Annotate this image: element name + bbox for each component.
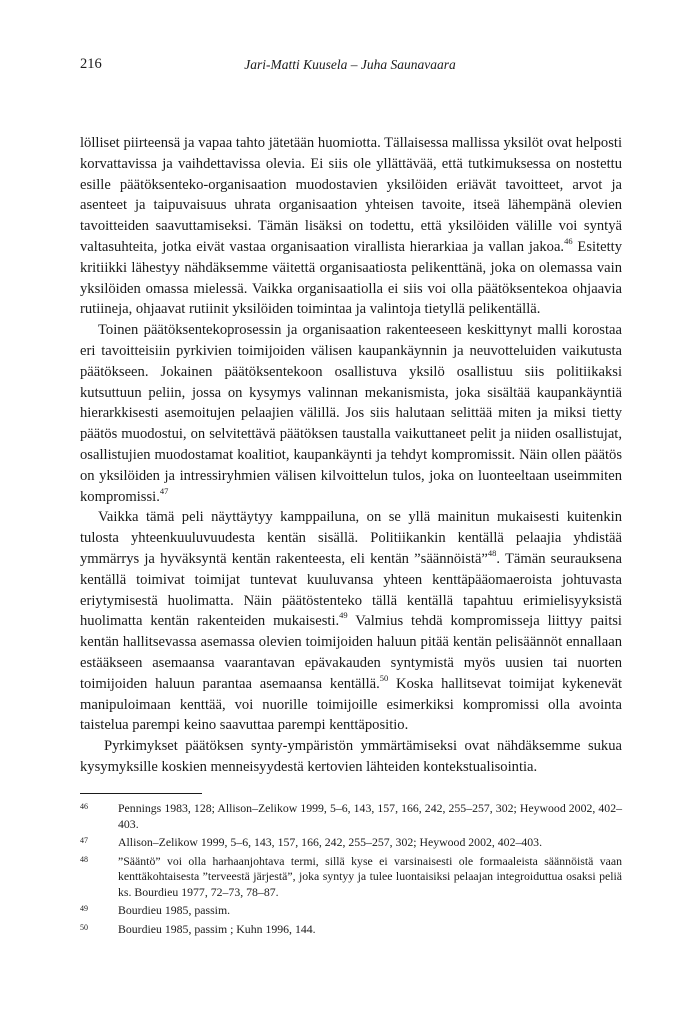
paragraph-1 <box>80 133 622 320</box>
footnotes <box>80 801 622 940</box>
paragraph-text: . Tämän seurauksena kentällä toimivat toimijat tuntevat kuuluvansa yhteen kenttäpääomaeroista johtuvasta eriytymisestä huolimatta. Näin päätöstenteko tällä kentällä tapahtuu erimielisyyksistä huolimatta kentän rakenteiden mukaisesti. <box>80 550 623 630</box>
footnote-text: Bourdieu 1985, passim. <box>118 903 231 917</box>
footnote-ref-48[interactable]: 48 <box>487 548 497 559</box>
paragraph-text: Esitetty kritiikki lähestyy nähdäksemme väitettä organisaatiosta pelikenttänä, joka on olemassa vain yksilöiden omassa mielessä. Vaikka organisaatiolla ei siis voi olla päätöksentekoa ohjaavia rutiineja, ohjaavat rutiinit yksilöiden toimintaa ja valintoja tietyllä pelikentällä. <box>80 238 623 318</box>
running-head <box>80 56 620 76</box>
paragraph-3 <box>80 507 622 736</box>
footnote-ref-50[interactable]: 50 <box>379 672 389 683</box>
footnote-text: Pennings 1983, 128; Allison–Zelikow 1999, 5–6, 143, 157, 166, 242, 255–257, 302; Heywood 2002, 402–403. <box>118 801 622 831</box>
footnote-49 <box>80 903 622 919</box>
footnote-divider <box>80 793 202 794</box>
paragraph-2 <box>80 320 622 507</box>
page-number: 216 <box>80 56 102 72</box>
paragraph-text: lölliset piirteensä ja vapaa tahto jätetään huomiotta. Tällaisessa mallissa yksilöt ovat helposti korvattavissa ja vaihdettavissa olevia. Ei siis ole yllättävää, että tutkimuksessa on nostettu esille päätöksenteko-organisaation muodostavien yksilöiden eriävät tavoitteet, arvot ja asenteet ja taipuvaisuus uhrata organisaation yhteisen tavoite, itseä lähempänä olevien tavoitteiden saavuttamiseksi. Tämän lisäksi on todettu, että yksilöiden välille voi syntyä valtasuhteita, jotka eivät vastaa organisaation virallista hierarkiaa ja vallan jakoa. <box>80 135 622 255</box>
paragraph-text: Vaikka tämä peli näyttäytyy kamppailuna, on se yllä mainitun mukaisesti kuitenkin tulosta yhteenkuuluvuudesta kentän sisällä. Politiikankin kentällä pelaajia yhdistää ymmärrys ja hyväksyntä kentän rakenteesta, eli kentän ”säännöistä” <box>80 509 622 567</box>
footnote-ref-49[interactable]: 49 <box>339 610 348 621</box>
paragraph-text: Toinen päätöksentekoprosessin ja organisaation rakenteeseen keskittynyt malli korostaa eri tavoitteisiin pyrkivien toimijoiden välisen kaupankäynnin ja neuvotteluiden vaikutusta päätökseen. Jokainen päätöksentekoon osallistuva yksilö osallistuu siis politiikaksi kutsuttuun peliin, jossa on kysymys valinnan mekanismista, joka sisältää kaupankäyntiä hierarkkisesti asemoitujen pelaajien välillä. Jos siis halutaan selittää miten ja miksi tietty päätös muodostui, on selvitettävä päätöksen taustalla vaikuttaneet pelit ja niiden osallistujat, osallistujien muodostamat koalitiot, kaupankäynti ja tehdyt kompromissit. Näin ollen päätös on yksilöiden ja intressiryhmien välisen kilvoittelun tulos, joka on luonteeltaan useimmiten kompromissi. <box>80 322 622 505</box>
footnote-text: Allison–Zelikow 1999, 5–6, 143, 157, 166, 242, 255–257, 302; Heywood 2002, 402–403. <box>118 835 543 849</box>
footnote-48 <box>80 854 622 901</box>
paragraph-4 <box>80 736 622 778</box>
paragraph-text: Valmius tehdä kompromisseja liittyy paitsi kentän hallitsevassa asemassa olevien toimijoiden haluun pitää kentän pelisäännöt ennallaan estääkseen asemaansa vaarantavan epävakauden syntymistä myös uusien tai nuorten toimijoiden haluun parantaa asemaansa kentällä. <box>80 613 622 692</box>
body-text <box>80 133 622 778</box>
footnote-number: 50 <box>80 922 88 932</box>
footnote-ref-47[interactable]: 47 <box>159 485 169 496</box>
running-title: Jari-Matti Kuusela – Juha Saunavaara <box>244 57 456 72</box>
footnote-number: 46 <box>80 802 88 811</box>
footnote-46 <box>80 801 622 832</box>
footnote-number: 48 <box>80 854 88 864</box>
paragraph-text: Pyrkimykset päätöksen synty-ympäristön ymmärtämiseksi ovat nähdäksemme sukua kysymyksille koskien menneisyydestä kertovien lähteiden kontekstualisointia. <box>80 738 622 775</box>
footnote-number: 47 <box>80 836 88 845</box>
footnote-number: 49 <box>80 904 88 913</box>
footnote-text: Bourdieu 1985, passim ; Kuhn 1996, 144. <box>118 921 316 936</box>
footnote-text: ”Sääntö” voi olla harhaanjohtava termi, sillä kyse ei varsinaisesti ole formaaleista säännöistä vaan kenttäkohtaisesta ”terveestä järjestä”, joka syntyy ja tulee luontaisiksi pelaajan integroiduttua osaksi peliä ks. Bourdieu 1977, 72–73, 78–87. <box>118 853 622 899</box>
paragraph-text: Koska hallitsevat toimijat kykenevät manipuloimaan kenttää, voi nuorille toimijoille esimerkiksi kompromissi olla avointa taistelua parempi keino saavuttaa parempi kenttäpositio. <box>80 675 622 734</box>
footnote-50 <box>80 922 622 938</box>
footnote-47 <box>80 835 622 851</box>
footnote-ref-46[interactable]: 46 <box>564 236 573 247</box>
